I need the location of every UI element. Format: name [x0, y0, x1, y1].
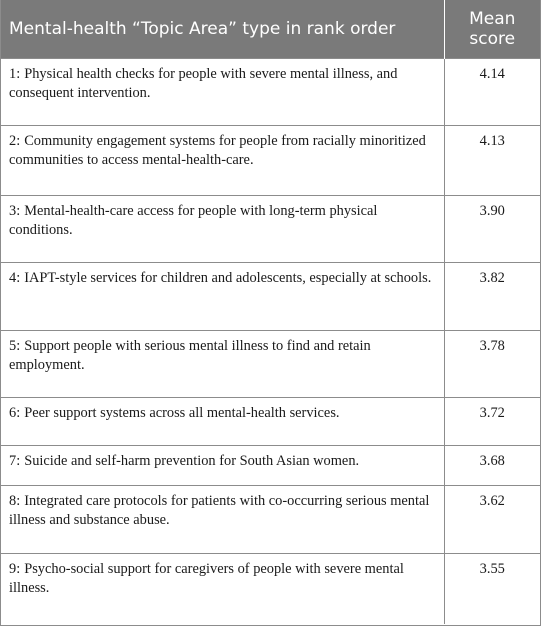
- topic-text: Mental-health-care access for people with long-term physical conditions.: [9, 202, 378, 238]
- topic-area-table: [1, 0, 540, 624]
- topic-cell: [1, 195, 444, 262]
- score-cell: 3.68: [444, 445, 540, 485]
- topic-text: IAPT-style services for children and adolescents, especially at schools.: [24, 269, 432, 286]
- table-row: [1, 485, 540, 553]
- table-row: [1, 553, 540, 624]
- topic-cell: [1, 262, 444, 330]
- score-cell: 3.82: [444, 262, 540, 330]
- score-cell: 3.72: [444, 397, 540, 445]
- table-row: [1, 262, 540, 330]
- table-row: [1, 195, 540, 262]
- score-cell: 3.62: [444, 485, 540, 553]
- rank-number: 7:: [9, 452, 21, 469]
- topic-text: Physical health checks for people with severe mental illness, and consequent intervention.: [9, 65, 398, 101]
- topic-text: Integrated care protocols for patients with co-occurring serious mental illness and substance abuse.: [9, 492, 430, 528]
- topic-text: Community engagement systems for people from racially minoritized communities to access mental-health-care.: [9, 132, 426, 168]
- table-row: [1, 125, 540, 195]
- topic-cell: [1, 330, 444, 397]
- score-cell: 3.55: [444, 553, 540, 624]
- score-column-header: Mean score: [444, 0, 540, 58]
- rank-number: 2:: [9, 132, 21, 149]
- score-cell: 3.78: [444, 330, 540, 397]
- score-cell: 4.14: [444, 58, 540, 125]
- rank-number: 1:: [9, 65, 21, 82]
- rank-number: 9:: [9, 560, 21, 577]
- topic-column-header: Mental-health “Topic Area” type in rank order: [1, 0, 444, 58]
- topic-text: Suicide and self-harm prevention for South Asian women.: [24, 452, 360, 469]
- table-row: [1, 445, 540, 485]
- table-row: [1, 330, 540, 397]
- topic-cell: [1, 445, 444, 485]
- score-cell: 4.13: [444, 125, 540, 195]
- rank-number: 4:: [9, 269, 21, 286]
- topic-text: Psycho-social support for caregivers of people with severe mental illness.: [9, 560, 404, 596]
- rank-number: 8:: [9, 492, 21, 509]
- rank-number: 3:: [9, 202, 21, 219]
- score-cell: 3.90: [444, 195, 540, 262]
- topic-cell: [1, 397, 444, 445]
- topic-cell: [1, 58, 444, 125]
- topic-text: Support people with serious mental illness to find and retain employment.: [9, 337, 371, 373]
- topic-cell: [1, 553, 444, 624]
- topic-cell: [1, 485, 444, 553]
- rank-number: 5:: [9, 337, 21, 354]
- table-header-row: [1, 0, 540, 58]
- table-row: [1, 397, 540, 445]
- rank-number: 6:: [9, 404, 21, 421]
- topic-cell: [1, 125, 444, 195]
- topic-text: Peer support systems across all mental-health services.: [24, 404, 340, 421]
- table-row: [1, 58, 540, 125]
